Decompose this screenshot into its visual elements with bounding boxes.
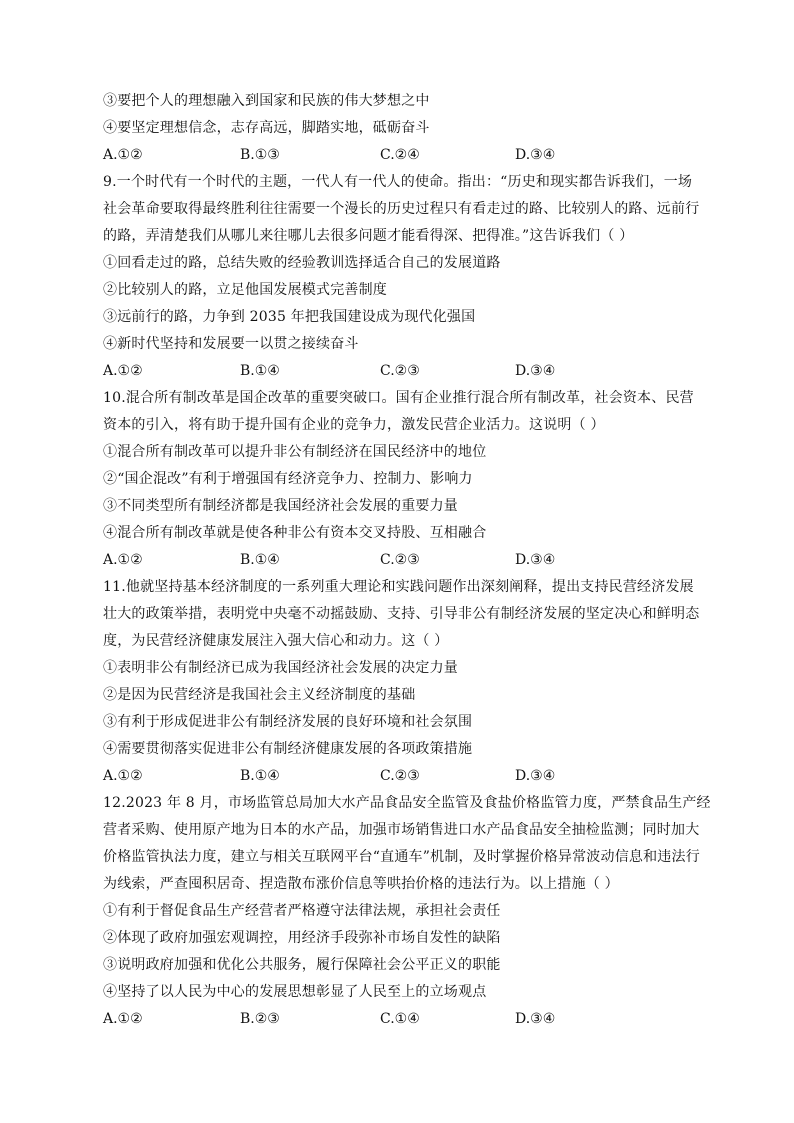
question-item: ②是因为民营经济是我国社会主义经济制度的基础 <box>103 687 416 703</box>
question-item: ③有利于形成促进非公有制经济发展的良好环境和社会氛围 <box>103 714 473 730</box>
question-stem: 10.混合所有制改革是国企改革的重要突破口。国有企业推行混合所有制改革，社会资本、民营 <box>103 390 694 406</box>
option-b: B.①③ <box>240 147 280 163</box>
question-item: ④需要贯彻落实促进非公有制经济健康发展的各项政策措施 <box>103 741 473 757</box>
option-d: D.③④ <box>515 552 556 568</box>
question-item: ②“国企混改”有利于增强国有经济竞争力、控制力、影响力 <box>103 471 473 487</box>
option-b: B.①④ <box>240 768 280 784</box>
option-a: A.①② <box>103 363 143 379</box>
option-a: A.①② <box>103 552 143 568</box>
option-b: B.①④ <box>240 552 280 568</box>
option-a: A.①② <box>103 1011 143 1027</box>
option-c: C.②③ <box>380 552 420 568</box>
question-stem: 的路，弄清楚我们从哪儿来往哪儿去很多问题才能看得深、把得准。”这告诉我们（ ） <box>103 228 634 244</box>
question-item: ②体现了政府加强宏观调控，用经济手段弥补市场自发性的缺陷 <box>103 930 501 946</box>
option-a: A.①② <box>103 147 143 163</box>
question-item: ④新时代坚持和发展要一以贯之接续奋斗 <box>103 336 359 352</box>
question-item: ①表明非公有制经济已成为我国经济社会发展的决定力量 <box>103 660 458 676</box>
question-stem: 为线索，严查囤积居奇、捏造散布涨价信息等哄抬价格的违法行为。以上措施（ ） <box>103 876 619 892</box>
option-d: D.③④ <box>515 363 556 379</box>
question-item: ①回看走过的路，总结失败的经验教训选择适合自己的发展道路 <box>103 255 501 271</box>
question-stem: 9.一个时代有一个时代的主题，一代人有一代人的使命。指出：“历史和现实都告诉我们，一场 <box>103 174 693 190</box>
question-item: ④混合所有制改革就是使各种非公有资本交叉持股、互相融合 <box>103 525 487 541</box>
question-item: ④要坚定理想信念，志存高远，脚踏实地，砥砺奋斗 <box>103 120 430 136</box>
question-stem: 度，为民营经济健康发展注入强大信心和动力。这（ ） <box>103 633 449 649</box>
question-item: ④坚持了以人民为中心的发展思想彰显了人民至上的立场观点 <box>103 984 487 1000</box>
question-item: ①有利于督促食品生产经营者严格遵守法律法规，承担社会责任 <box>103 903 501 919</box>
answer-options <box>103 146 693 164</box>
answer-options <box>103 551 693 569</box>
option-d: D.③④ <box>515 147 556 163</box>
answer-options <box>103 1010 693 1028</box>
question-stem: 价格监管执法力度，建立与相关互联网平台“直通车”机制，及时掌握价格异常波动信息和违法行 <box>103 849 700 865</box>
question-stem: 资本的引入，将有助于提升国有企业的竞争力，激发民营企业活力。这说明（ ） <box>103 417 605 433</box>
option-a: A.①② <box>103 768 143 784</box>
option-d: D.③④ <box>515 768 556 784</box>
option-c: C.②④ <box>380 147 420 163</box>
option-c: C.①④ <box>380 1011 420 1027</box>
option-c: C.②③ <box>380 363 420 379</box>
question-item: ①混合所有制改革可以提升非公有制经济在国民经济中的地位 <box>103 444 487 460</box>
option-c: C.②③ <box>380 768 420 784</box>
question-stem: 营者采购、使用原产地为日本的水产品，加强市场销售进口水产品食品安全抽检监测；同时加大 <box>103 822 700 838</box>
question-item: ③不同类型所有制经济都是我国经济社会发展的重要力量 <box>103 498 458 514</box>
question-item: ③要把个人的理想融入到国家和民族的伟大梦想之中 <box>103 93 430 109</box>
answer-options <box>103 767 693 785</box>
question-item: ②比较别人的路，立足他国发展模式完善制度 <box>103 282 387 298</box>
question-item: ③远前行的路，力争到 2035 年把我国建设成为现代化强国 <box>103 309 476 325</box>
option-b: B.①④ <box>240 363 280 379</box>
question-stem: 11.他就坚持基本经济制度的一系列重大理论和实践问题作出深刻阐释，提出支持民营经济发展 <box>103 579 694 595</box>
question-item: ③说明政府加强和优化公共服务，履行保障社会公平正义的职能 <box>103 957 501 973</box>
option-b: B.②③ <box>240 1011 280 1027</box>
answer-options <box>103 362 693 380</box>
question-stem: 社会革命要取得最终胜利往往需要一个漫长的历史过程只有看走过的路、比较别人的路、远前行 <box>103 201 700 217</box>
question-stem: 12.2023 年 8 月，市场监管总局加大水产品食品安全监管及食盐价格监管力度，严禁食品生产经 <box>103 795 711 811</box>
question-stem: 壮大的政策举措，表明党中央毫不动摇鼓励、支持、引导非公有制经济发展的坚定决心和鲜明态 <box>103 606 700 622</box>
option-d: D.③④ <box>515 1011 556 1027</box>
